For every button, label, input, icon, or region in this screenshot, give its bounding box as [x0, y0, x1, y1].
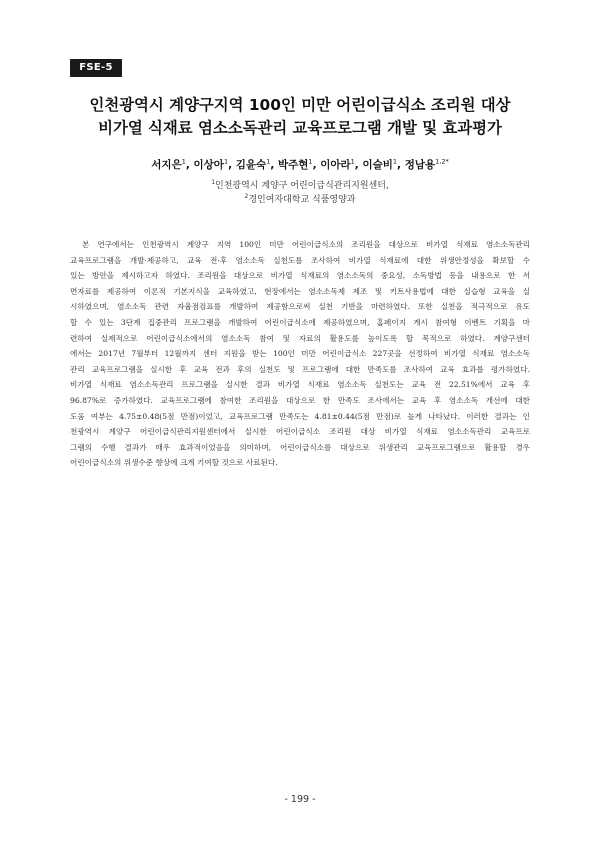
abstract-line: 천광역시 계양구 어린이급식관리지원센터에서 실시한 어린이급식소 조리원 대상 비가열 식재료 염소소독관리 교육프로	[70, 427, 530, 437]
author-affiliation-mark: 1	[392, 157, 398, 166]
abstract-line: 에서는 2017년 7월부터 12월까지 센터 지원을 받는 100인 미만 어린이급식소 227곳을 선정하여 비가열 식재료 염소소독	[70, 349, 530, 359]
author-name: 서지은	[151, 159, 182, 171]
author-name: 김윤숙	[235, 159, 267, 171]
author-list: 서지은$^1$, 이상아$^1$, 김윤숙$^1$, 박주현$^1$, 이아라$^1$, 이슬비$^1$, 정남용$^{1,2*}$	[151, 157, 449, 171]
paper-title	[40, 94, 560, 140]
affiliation-text: 경인여자대학교 식품영양과	[248, 195, 356, 205]
author-affiliation-mark: 1	[181, 157, 186, 166]
abstract-line: 있는 방안을 제시하고자 하였다. 조리원을 대상으로 비가열 식재료의 염소소독의 중요성, 소독방법 등을 내용으로 한 서	[70, 271, 530, 281]
author-affiliation-mark: 1	[266, 157, 271, 166]
abstract-line: 어린이급식소의 위생수준 향상에 크게 기여할 것으로 사료된다.	[70, 458, 278, 468]
abstract-line: 할 수 있는 3단계 집중관리 프로그램을 개발하여 어린이급식소에 제공하였으며, 홈페이지 게시 참여형 이벤트 기획을 마	[70, 317, 530, 327]
abstract-line: 시하였으며, 염소소독 관련 자율점검표를 개발하여 제공함으로써 실천 기반을 마련하였다. 또한 실천을 적극적으로 유도	[70, 302, 530, 312]
author	[278, 159, 313, 171]
title-line-2: 비가열 식재료 염소소독관리 교육프로그램 개발 및 효과평가	[98, 119, 502, 137]
author-name: 정남용	[404, 159, 436, 171]
author-affiliation-mark: 1,2*	[435, 157, 449, 166]
author-affiliation-mark: 1	[223, 157, 229, 166]
title-line-1: 인천광역시 계양구지역 100인 미만 어린이급식소 조리원 대상	[89, 96, 511, 114]
page-number: - 199 -	[284, 794, 316, 805]
abstract-line: 도움 여부는 4.75±0.48(5점 만점)이었고, 교육프로그램 만족도는 4.81±0.44(5점 만점)로 높게 나타났다. 이러한 결과는 인	[70, 411, 530, 421]
abstract-line: 비가열 식재료 염소소독관리 프로그램을 실시한 결과 비가열 식재료 염소소독 실천도는 교육 전 22.51%에서 교육 후	[70, 380, 530, 390]
author-name: 이상아	[193, 159, 224, 171]
abstract-line: 96.87%로 증가하였다. 교육프로그램에 참여한 조리원을 대상으로 한 만족도 조사에서는 교육 후 염소소독 개선에 대한	[70, 395, 530, 405]
author	[194, 159, 229, 171]
author-name: 이아라	[320, 159, 351, 171]
abstract-line: 면자료를 제공하여 이론적 기본지식을 교육하였고, 현장에서는 염소소독제 제조 및 키트사용법에 대한 실습형 교육을 실	[70, 286, 530, 296]
abstract-line: 련하여 실제적으로 어린이급식소에서의 염소소독 참여 및 자료의 활용도를 높이도록 할 목적으로 하였다. 계양구센터	[70, 333, 530, 343]
affiliation-text: 인천광역시 계양구 어린이급식관리지원센터,	[215, 181, 389, 191]
author	[405, 159, 449, 171]
affiliation-mark: 1	[211, 179, 216, 186]
author	[320, 159, 355, 171]
abstract-line: 교육프로그램을 개발·제공하고, 교육 전·후 염소소독 실천도를 조사하여 비가열 식재료에 대한 위생안정성을 확보할 수	[70, 255, 530, 265]
author-affiliation-mark: 1	[308, 157, 313, 166]
author	[362, 159, 397, 171]
affiliation-mark: 2	[244, 193, 249, 200]
affiliation	[40, 193, 560, 207]
abstract-line: 그램의 수행 결과가 매우 효과적이었음을 의미하며, 어린이급식소를 대상으로 위생관리 교육프로그램으로 활용할 경우	[70, 442, 530, 452]
abstract-body	[70, 237, 530, 471]
affiliation-list	[40, 179, 560, 207]
affiliation	[40, 179, 560, 193]
author-affiliation-mark: 1	[350, 157, 355, 166]
abstract-line: 관리 교육프로그램을 실시한 후 교육 전과 후의 실천도 및 프로그램에 대한 만족도를 조사하여 교육 효과를 평가하였다.	[70, 364, 530, 374]
session-badge: FSE-5	[70, 59, 122, 77]
author	[236, 159, 271, 171]
author-name: 박주현	[277, 159, 309, 171]
author-name: 이슬비	[362, 159, 393, 171]
author	[151, 159, 186, 171]
abstract-line: 본 연구에서는 인천광역시 계양구 지역 100인 미만 어린이급식소의 조리원을 대상으로 비가열 식재료 염소소독관리	[82, 240, 530, 249]
